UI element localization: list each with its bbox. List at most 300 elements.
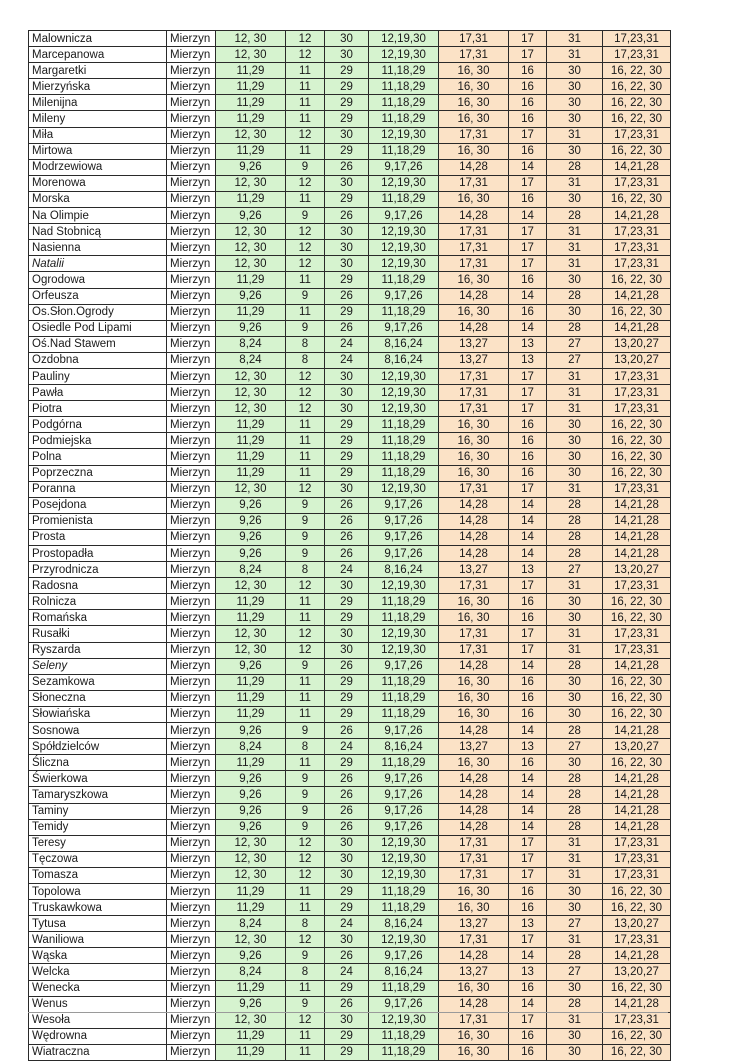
orange-date-cell: 16, 22, 30 [603, 433, 671, 449]
orange-date-cell: 17 [509, 626, 547, 642]
table-row [29, 594, 671, 610]
green-date-cell: 9 [286, 658, 325, 674]
street-name-cell: Seleny [29, 658, 167, 674]
green-date-cell: 12,19,30 [369, 385, 439, 401]
orange-date-cell: 16, 22, 30 [603, 111, 671, 127]
green-date-cell: 12,19,30 [369, 626, 439, 642]
table-body [29, 31, 671, 1061]
green-date-cell: 12, 30 [216, 851, 286, 867]
town-cell: Mierzyn [167, 529, 216, 545]
green-date-cell: 12, 30 [216, 1012, 286, 1028]
orange-date-cell: 14,28 [439, 787, 509, 803]
orange-date-cell: 14,28 [439, 208, 509, 224]
town-cell: Mierzyn [167, 304, 216, 320]
orange-date-cell: 17 [509, 368, 547, 384]
orange-date-cell: 17,31 [439, 401, 509, 417]
green-date-cell: 11,18,29 [369, 304, 439, 320]
green-date-cell: 8,24 [216, 336, 286, 352]
orange-date-cell: 31 [547, 481, 603, 497]
orange-date-cell: 13,27 [439, 562, 509, 578]
orange-date-cell: 16, 30 [439, 95, 509, 111]
town-cell: Mierzyn [167, 401, 216, 417]
green-date-cell: 30 [325, 47, 369, 63]
green-date-cell: 8,24 [216, 562, 286, 578]
orange-date-cell: 17 [509, 481, 547, 497]
table-row [29, 723, 671, 739]
orange-date-cell: 16, 22, 30 [603, 95, 671, 111]
green-date-cell: 8 [286, 336, 325, 352]
green-date-cell: 9,17,26 [369, 208, 439, 224]
street-name-cell: Piotra [29, 401, 167, 417]
orange-date-cell: 17 [509, 851, 547, 867]
street-name-cell: Pawła [29, 385, 167, 401]
green-date-cell: 9 [286, 208, 325, 224]
green-date-cell: 11,18,29 [369, 674, 439, 690]
green-date-cell: 9,26 [216, 771, 286, 787]
green-date-cell: 12, 30 [216, 481, 286, 497]
green-date-cell: 11,29 [216, 883, 286, 899]
orange-date-cell: 16, 22, 30 [603, 980, 671, 996]
orange-date-cell: 13,20,27 [603, 964, 671, 980]
orange-date-cell: 13,27 [439, 336, 509, 352]
green-date-cell: 12,19,30 [369, 1012, 439, 1028]
orange-date-cell: 28 [547, 787, 603, 803]
green-date-cell: 9,26 [216, 288, 286, 304]
green-date-cell: 9,26 [216, 513, 286, 529]
street-name-cell: Radosna [29, 578, 167, 594]
green-date-cell: 12, 30 [216, 578, 286, 594]
town-cell: Mierzyn [167, 224, 216, 240]
table-row [29, 143, 671, 159]
orange-date-cell: 17 [509, 256, 547, 272]
town-cell: Mierzyn [167, 272, 216, 288]
orange-date-cell: 16 [509, 706, 547, 722]
orange-date-cell: 30 [547, 433, 603, 449]
street-name-cell: Wędrowna [29, 1028, 167, 1044]
orange-date-cell: 17,23,31 [603, 385, 671, 401]
orange-date-cell: 31 [547, 368, 603, 384]
orange-date-cell: 17,23,31 [603, 175, 671, 191]
green-date-cell: 26 [325, 320, 369, 336]
green-date-cell: 9,26 [216, 723, 286, 739]
table-row [29, 95, 671, 111]
street-name-cell: Truskawkowa [29, 900, 167, 916]
orange-date-cell: 13,27 [439, 964, 509, 980]
street-name-cell: Marcepanowa [29, 47, 167, 63]
green-date-cell: 12 [286, 240, 325, 256]
orange-date-cell: 16, 30 [439, 674, 509, 690]
green-date-cell: 12 [286, 256, 325, 272]
town-cell: Mierzyn [167, 143, 216, 159]
town-cell: Mierzyn [167, 658, 216, 674]
green-date-cell: 8,24 [216, 352, 286, 368]
orange-date-cell: 16, 30 [439, 1044, 509, 1060]
orange-date-cell: 28 [547, 546, 603, 562]
orange-date-cell: 16 [509, 980, 547, 996]
green-date-cell: 12, 30 [216, 932, 286, 948]
street-name-cell: Taminy [29, 803, 167, 819]
green-date-cell: 9 [286, 803, 325, 819]
green-date-cell: 12,19,30 [369, 256, 439, 272]
orange-date-cell: 28 [547, 208, 603, 224]
green-date-cell: 26 [325, 658, 369, 674]
table-row [29, 208, 671, 224]
orange-date-cell: 30 [547, 1028, 603, 1044]
green-date-cell: 9,17,26 [369, 771, 439, 787]
green-date-cell: 11 [286, 900, 325, 916]
green-date-cell: 29 [325, 674, 369, 690]
green-date-cell: 8 [286, 562, 325, 578]
orange-date-cell: 14,28 [439, 996, 509, 1012]
street-name-cell: Rusałki [29, 626, 167, 642]
green-date-cell: 9,26 [216, 803, 286, 819]
green-date-cell: 29 [325, 900, 369, 916]
orange-date-cell: 31 [547, 385, 603, 401]
town-cell: Mierzyn [167, 932, 216, 948]
orange-date-cell: 17,23,31 [603, 1012, 671, 1028]
orange-date-cell: 17,23,31 [603, 368, 671, 384]
table-row [29, 224, 671, 240]
orange-date-cell: 30 [547, 1044, 603, 1060]
orange-date-cell: 14,21,28 [603, 513, 671, 529]
orange-date-cell: 16 [509, 95, 547, 111]
green-date-cell: 11,29 [216, 111, 286, 127]
green-date-cell: 12,19,30 [369, 481, 439, 497]
green-date-cell: 8,24 [216, 964, 286, 980]
town-cell: Mierzyn [167, 497, 216, 513]
orange-date-cell: 14,21,28 [603, 771, 671, 787]
green-date-cell: 11 [286, 674, 325, 690]
orange-date-cell: 17,23,31 [603, 31, 671, 47]
green-date-cell: 12,19,30 [369, 851, 439, 867]
orange-date-cell: 31 [547, 835, 603, 851]
green-date-cell: 8 [286, 916, 325, 932]
town-cell: Mierzyn [167, 803, 216, 819]
green-date-cell: 12 [286, 175, 325, 191]
table-row [29, 916, 671, 932]
green-date-cell: 11,18,29 [369, 272, 439, 288]
green-date-cell: 29 [325, 755, 369, 771]
green-date-cell: 11 [286, 610, 325, 626]
green-date-cell: 11,29 [216, 63, 286, 79]
orange-date-cell: 14 [509, 546, 547, 562]
orange-date-cell: 17,31 [439, 642, 509, 658]
green-date-cell: 12,19,30 [369, 867, 439, 883]
table-row [29, 835, 671, 851]
green-date-cell: 11,29 [216, 980, 286, 996]
green-date-cell: 11 [286, 304, 325, 320]
orange-date-cell: 16, 30 [439, 191, 509, 207]
orange-date-cell: 30 [547, 674, 603, 690]
table-row [29, 867, 671, 883]
orange-date-cell: 17,31 [439, 175, 509, 191]
table-row [29, 63, 671, 79]
street-name-cell: Milenijna [29, 95, 167, 111]
green-date-cell: 11 [286, 79, 325, 95]
orange-date-cell: 14,21,28 [603, 546, 671, 562]
green-date-cell: 26 [325, 723, 369, 739]
green-date-cell: 12 [286, 626, 325, 642]
green-date-cell: 12, 30 [216, 175, 286, 191]
green-date-cell: 11,18,29 [369, 610, 439, 626]
green-date-cell: 11,29 [216, 674, 286, 690]
table-row [29, 562, 671, 578]
street-name-cell: Os.Słon.Ogrody [29, 304, 167, 320]
green-date-cell: 29 [325, 465, 369, 481]
orange-date-cell: 14,21,28 [603, 996, 671, 1012]
town-cell: Mierzyn [167, 159, 216, 175]
green-date-cell: 11 [286, 690, 325, 706]
table-row [29, 851, 671, 867]
orange-date-cell: 17,23,31 [603, 256, 671, 272]
green-date-cell: 12 [286, 867, 325, 883]
street-name-cell: Sezamkowa [29, 674, 167, 690]
green-date-cell: 11,18,29 [369, 980, 439, 996]
orange-date-cell: 16 [509, 417, 547, 433]
street-name-cell: Mileny [29, 111, 167, 127]
orange-date-cell: 16, 22, 30 [603, 594, 671, 610]
orange-date-cell: 17,23,31 [603, 867, 671, 883]
street-name-cell: Na Olimpie [29, 208, 167, 224]
green-date-cell: 26 [325, 787, 369, 803]
orange-date-cell: 31 [547, 578, 603, 594]
street-name-cell: Spółdzielców [29, 739, 167, 755]
green-date-cell: 30 [325, 867, 369, 883]
green-date-cell: 12, 30 [216, 127, 286, 143]
town-cell: Mierzyn [167, 626, 216, 642]
green-date-cell: 29 [325, 1028, 369, 1044]
table-row [29, 658, 671, 674]
orange-date-cell: 17,23,31 [603, 578, 671, 594]
orange-date-cell: 28 [547, 159, 603, 175]
table-row [29, 674, 671, 690]
green-date-cell: 11,29 [216, 433, 286, 449]
town-cell: Mierzyn [167, 1044, 216, 1060]
orange-date-cell: 16 [509, 79, 547, 95]
green-date-cell: 8,24 [216, 916, 286, 932]
green-date-cell: 12 [286, 481, 325, 497]
orange-date-cell: 28 [547, 771, 603, 787]
green-date-cell: 11,18,29 [369, 594, 439, 610]
table-row [29, 803, 671, 819]
orange-date-cell: 14,28 [439, 529, 509, 545]
street-name-cell: Przyrodnicza [29, 562, 167, 578]
orange-date-cell: 30 [547, 465, 603, 481]
orange-date-cell: 17 [509, 1012, 547, 1028]
table-row [29, 819, 671, 835]
green-date-cell: 12,19,30 [369, 224, 439, 240]
table-row [29, 191, 671, 207]
orange-date-cell: 14,21,28 [603, 208, 671, 224]
orange-date-cell: 17,23,31 [603, 642, 671, 658]
green-date-cell: 8,16,24 [369, 964, 439, 980]
street-name-cell: Świerkowa [29, 771, 167, 787]
green-date-cell: 26 [325, 529, 369, 545]
green-date-cell: 30 [325, 578, 369, 594]
orange-date-cell: 28 [547, 320, 603, 336]
green-date-cell: 11 [286, 417, 325, 433]
street-name-cell: Tęczowa [29, 851, 167, 867]
green-date-cell: 11,18,29 [369, 755, 439, 771]
orange-date-cell: 17 [509, 932, 547, 948]
street-name-cell: Osiedle Pod Lipami [29, 320, 167, 336]
street-name-cell: Mierzyńska [29, 79, 167, 95]
orange-date-cell: 14,21,28 [603, 529, 671, 545]
orange-date-cell: 17,31 [439, 851, 509, 867]
town-cell: Mierzyn [167, 513, 216, 529]
orange-date-cell: 17,23,31 [603, 851, 671, 867]
orange-date-cell: 16 [509, 304, 547, 320]
orange-date-cell: 17 [509, 385, 547, 401]
street-name-cell: Orfeusza [29, 288, 167, 304]
green-date-cell: 26 [325, 996, 369, 1012]
orange-date-cell: 13 [509, 562, 547, 578]
orange-date-cell: 14,21,28 [603, 288, 671, 304]
orange-date-cell: 17 [509, 224, 547, 240]
orange-date-cell: 30 [547, 111, 603, 127]
street-name-cell: Prostopadła [29, 546, 167, 562]
orange-date-cell: 13,27 [439, 352, 509, 368]
town-cell: Mierzyn [167, 1012, 216, 1028]
orange-date-cell: 31 [547, 401, 603, 417]
orange-date-cell: 31 [547, 642, 603, 658]
orange-date-cell: 31 [547, 47, 603, 63]
orange-date-cell: 31 [547, 175, 603, 191]
table-row [29, 127, 671, 143]
table-row [29, 1044, 671, 1060]
table-row [29, 481, 671, 497]
orange-date-cell: 14,21,28 [603, 320, 671, 336]
orange-date-cell: 17,31 [439, 481, 509, 497]
green-date-cell: 12, 30 [216, 626, 286, 642]
orange-date-cell: 14,28 [439, 803, 509, 819]
table-row [29, 47, 671, 63]
green-date-cell: 11,29 [216, 417, 286, 433]
orange-date-cell: 14 [509, 320, 547, 336]
town-cell: Mierzyn [167, 417, 216, 433]
green-date-cell: 11,18,29 [369, 706, 439, 722]
green-date-cell: 9,17,26 [369, 819, 439, 835]
orange-date-cell: 14,28 [439, 320, 509, 336]
table-row [29, 449, 671, 465]
green-date-cell: 26 [325, 159, 369, 175]
orange-date-cell: 17 [509, 175, 547, 191]
green-date-cell: 8,24 [216, 739, 286, 755]
orange-date-cell: 16, 22, 30 [603, 465, 671, 481]
street-name-cell: Wenus [29, 996, 167, 1012]
green-date-cell: 11,18,29 [369, 95, 439, 111]
green-date-cell: 26 [325, 288, 369, 304]
green-date-cell: 12 [286, 385, 325, 401]
street-name-cell: Tytusa [29, 916, 167, 932]
orange-date-cell: 31 [547, 127, 603, 143]
green-date-cell: 30 [325, 368, 369, 384]
town-cell: Mierzyn [167, 385, 216, 401]
green-date-cell: 11 [286, 755, 325, 771]
green-date-cell: 9,26 [216, 996, 286, 1012]
town-cell: Mierzyn [167, 980, 216, 996]
table-row [29, 1028, 671, 1044]
green-date-cell: 11 [286, 143, 325, 159]
street-name-cell: Nad Stobnicą [29, 224, 167, 240]
green-date-cell: 11,29 [216, 706, 286, 722]
table-row [29, 739, 671, 755]
street-name-cell: Natalii [29, 256, 167, 272]
green-date-cell: 11 [286, 433, 325, 449]
orange-date-cell: 28 [547, 803, 603, 819]
green-date-cell: 24 [325, 336, 369, 352]
orange-date-cell: 16, 22, 30 [603, 674, 671, 690]
orange-date-cell: 16, 30 [439, 1028, 509, 1044]
table-row [29, 159, 671, 175]
green-date-cell: 9 [286, 546, 325, 562]
town-cell: Mierzyn [167, 578, 216, 594]
town-cell: Mierzyn [167, 835, 216, 851]
orange-date-cell: 28 [547, 513, 603, 529]
orange-date-cell: 17 [509, 47, 547, 63]
green-date-cell: 11,18,29 [369, 449, 439, 465]
green-date-cell: 11,18,29 [369, 1044, 439, 1060]
orange-date-cell: 17,31 [439, 368, 509, 384]
orange-date-cell: 13,20,27 [603, 739, 671, 755]
street-name-cell: Prosta [29, 529, 167, 545]
orange-date-cell: 14,28 [439, 497, 509, 513]
green-date-cell: 12 [286, 1012, 325, 1028]
orange-date-cell: 16 [509, 111, 547, 127]
green-date-cell: 9,17,26 [369, 658, 439, 674]
town-cell: Mierzyn [167, 610, 216, 626]
orange-date-cell: 16, 22, 30 [603, 1044, 671, 1060]
green-date-cell: 9,17,26 [369, 787, 439, 803]
orange-date-cell: 30 [547, 417, 603, 433]
orange-date-cell: 14 [509, 723, 547, 739]
green-date-cell: 9 [286, 529, 325, 545]
orange-date-cell: 17 [509, 127, 547, 143]
orange-date-cell: 31 [547, 626, 603, 642]
green-date-cell: 11,18,29 [369, 191, 439, 207]
table-row [29, 304, 671, 320]
table-row [29, 980, 671, 996]
orange-date-cell: 14,21,28 [603, 723, 671, 739]
table-row [29, 272, 671, 288]
table-row [29, 755, 671, 771]
green-date-cell: 12,19,30 [369, 127, 439, 143]
green-date-cell: 12,19,30 [369, 47, 439, 63]
green-date-cell: 9,26 [216, 787, 286, 803]
orange-date-cell: 14 [509, 529, 547, 545]
green-date-cell: 30 [325, 642, 369, 658]
orange-date-cell: 27 [547, 562, 603, 578]
table-row [29, 578, 671, 594]
green-date-cell: 8,16,24 [369, 562, 439, 578]
green-date-cell: 12, 30 [216, 224, 286, 240]
street-name-cell: Poprzeczna [29, 465, 167, 481]
town-cell: Mierzyn [167, 690, 216, 706]
orange-date-cell: 14 [509, 159, 547, 175]
orange-date-cell: 16 [509, 272, 547, 288]
orange-date-cell: 16 [509, 63, 547, 79]
orange-date-cell: 14,21,28 [603, 787, 671, 803]
orange-date-cell: 14,21,28 [603, 819, 671, 835]
orange-date-cell: 31 [547, 1012, 603, 1028]
green-date-cell: 9 [286, 948, 325, 964]
green-date-cell: 12, 30 [216, 867, 286, 883]
table-row [29, 256, 671, 272]
table-row [29, 529, 671, 545]
green-date-cell: 30 [325, 401, 369, 417]
town-cell: Mierzyn [167, 31, 216, 47]
green-date-cell: 30 [325, 932, 369, 948]
